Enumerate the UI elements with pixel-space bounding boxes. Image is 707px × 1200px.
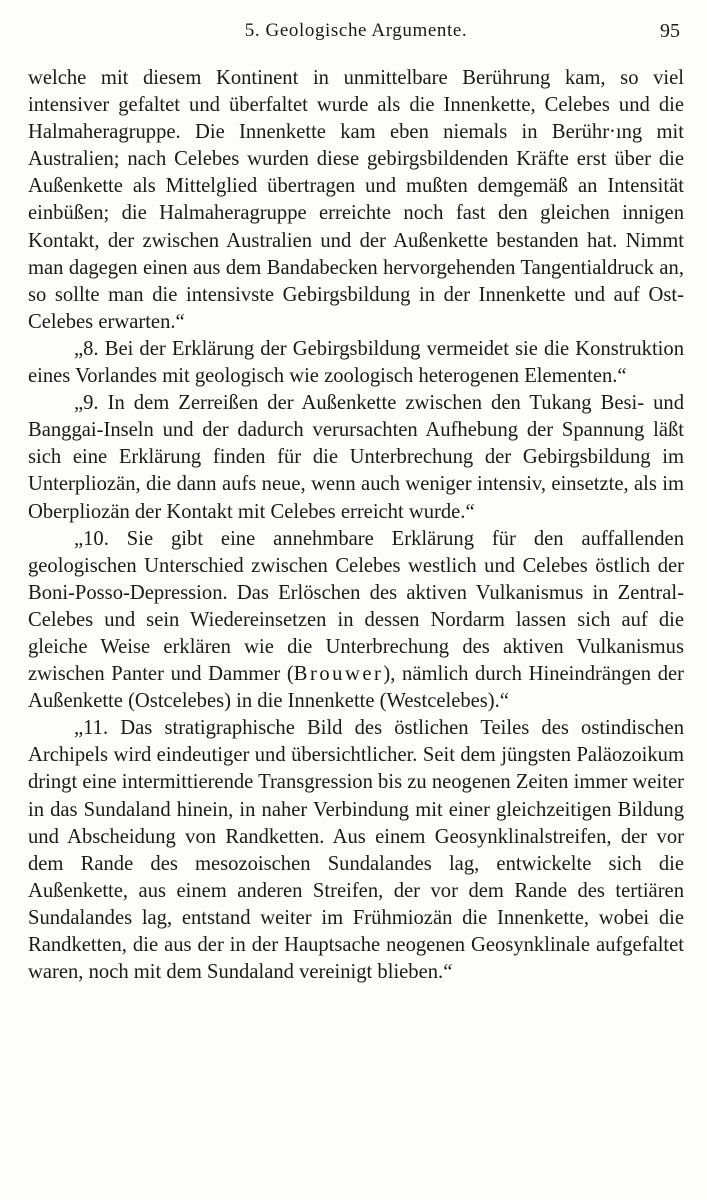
paragraph-point-10 [28,526,684,716]
page-number: 95 [660,20,680,42]
paragraph-point-11: „11. Das stratigraphische Bild des östlichen Teiles des ostindischen Archipels wird eindeutiger und übersichtlicher. Seit dem jüngsten Paläozoikum dringt eine intermittierende Transgression bis zu neogenen Zeiten immer weiter in das Sundaland hinein, in naher Verbindung mit einer gleichzeitigen Bildung und Abscheidung von Randketten. Aus einem Geosynklinalstreifen, der vor dem Rande des mesozoischen Sundalandes lag, entwickelte sich die Außenkette, aus einem anderen Streifen, der vor dem Rande des tertiären Sundalandes lag, entstand weiter im Frühmiozän die Innenkette, wobei die Randketten, die aus der in der Hauptsache neogenen Geosynklinale aufgefaltet waren, noch mit dem Sundaland vereinigt blieben.“ [28,717,684,984]
paragraph-continuation: welche mit diesem Kontinent in unmittelbare Berührung kam, so viel intensiver gefaltet und überfaltet wurde als die Innenkette, Celebes und die Halmaheragruppe. Die Innenkette kam eben niemals in Berühr·ıng mit Australien; nach Celebes wurden diese gebirgsbildenden Kräfte erst über die Außenkette als Mittelglied übertragen und mußten demgemäß an Intensität einbüßen; die Halmaheragruppe erreichte noch fast den gleichen innigen Kontakt, der zwischen Australien und der Außenkette bestanden hat. Nimmt man dagegen einen aus dem Bandabecken hervorgehenden Tangentialdruck an, so sollte man die intensivste Gebirgsbildung in der Innenkette und auf Ost-Celebes erwarten.“ [28,67,684,333]
body-text [28,65,684,986]
paragraph-point-8: „8. Bei der Erklärung der Gebirgsbildung vermeidet sie die Konstruktion eines Vorlandes mit geologisch wie zoologisch heterogenen Elementen.“ [28,337,684,388]
point-10-text-after: ), nämlich durch Hineindrängen der Außenkette (Ostcelebes) in die Innenkette (Westcelebes).“ [28,663,684,713]
paragraph-point-9: „9. In dem Zerreißen der Außenkette zwischen den Tukang Besi- und Banggai-Inseln und der dadurch verursachten Aufhebung der Spannung läßt sich eine Erklärung finden für die Unterbrechung der Gebirgsbildung im Unterpliozän, die dann aufs neue, wenn auch weniger intensiv, einsetzte, als im Oberpliozän der Kontakt mit Celebes erreicht wurde.“ [28,392,684,523]
section-title: 5. Geologische Argumente. [244,20,468,41]
running-header [28,16,684,46]
point-10-text-before: „10. Sie gibt eine annehmbare Erklärung für den auffallenden geologischen Unterschied zwischen Celebes westlich und Celebes östlich der Boni-Posso-Depression. Das Erlöschen des aktiven Vulkanismus in Zentral-Celebes und sein Wiedereinsetzen in dessen Nordarm lassen sich auf die gleiche Weise erklären wie die Unterbrechung des aktiven Vulkanismus zwischen Panter und Dammer ( [28,527,684,686]
cited-author-name: Brouwer [293,663,384,686]
